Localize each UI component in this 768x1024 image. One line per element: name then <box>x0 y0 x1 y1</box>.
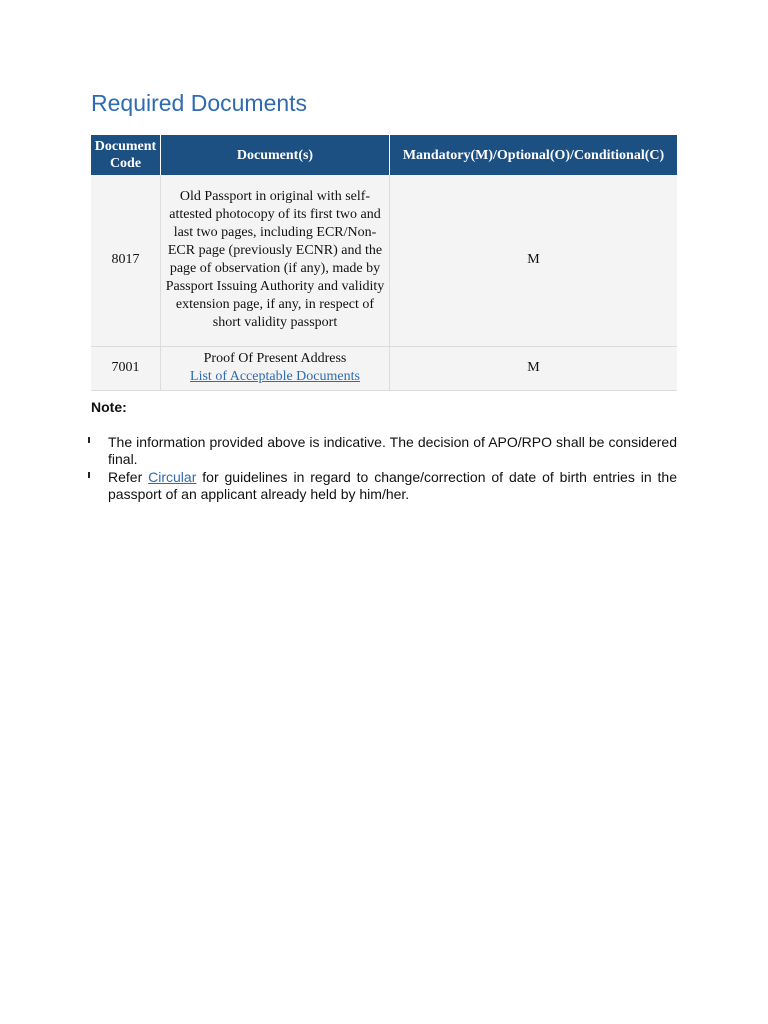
acceptable-documents-link[interactable]: List of Acceptable Documents <box>190 369 360 384</box>
cell-document-description: Old Passport in original with self-attested photocopy of its first two and last two pages, including ECR/Non-ECR page (previously ECNR) and the page of observation (if any), made by Passport Issuing Authority and validity extension page, if any, in respect of short validity passport <box>161 175 390 346</box>
note-prefix: Refer <box>108 469 149 485</box>
list-item <box>91 469 677 503</box>
note-title: Note: <box>91 399 127 415</box>
cell-mandatory: M <box>390 175 678 346</box>
header-document-code-label: Document Code <box>94 139 157 171</box>
bullet-icon <box>88 437 90 443</box>
cell-document-description <box>161 346 390 390</box>
cell-document-code: 8017 <box>91 175 161 346</box>
cell-mandatory: M <box>390 346 678 390</box>
notes-list <box>91 434 677 504</box>
note-text: The information provided above is indicative. The decision of APO/RPO shall be considered final. <box>108 434 677 467</box>
note-suffix: for guidelines in regard to change/correction of date of birth entries in the passport of an applicant already held by him/her. <box>108 469 677 502</box>
header-document-code <box>91 135 161 175</box>
cell-document-code: 7001 <box>91 346 161 390</box>
document-description-text: Proof Of Present Address <box>203 351 347 366</box>
page-title: Required Documents <box>91 90 308 116</box>
table-row <box>91 346 677 390</box>
header-documents: Document(s) <box>161 135 390 175</box>
table-row <box>91 175 677 346</box>
required-documents-table <box>91 135 677 391</box>
circular-link[interactable]: Circular <box>148 469 197 485</box>
table-header-row <box>91 135 677 175</box>
header-mandatory: Mandatory(M)/Optional(O)/Conditional(C) <box>390 135 678 175</box>
list-item <box>91 434 677 468</box>
bullet-icon <box>88 472 90 478</box>
